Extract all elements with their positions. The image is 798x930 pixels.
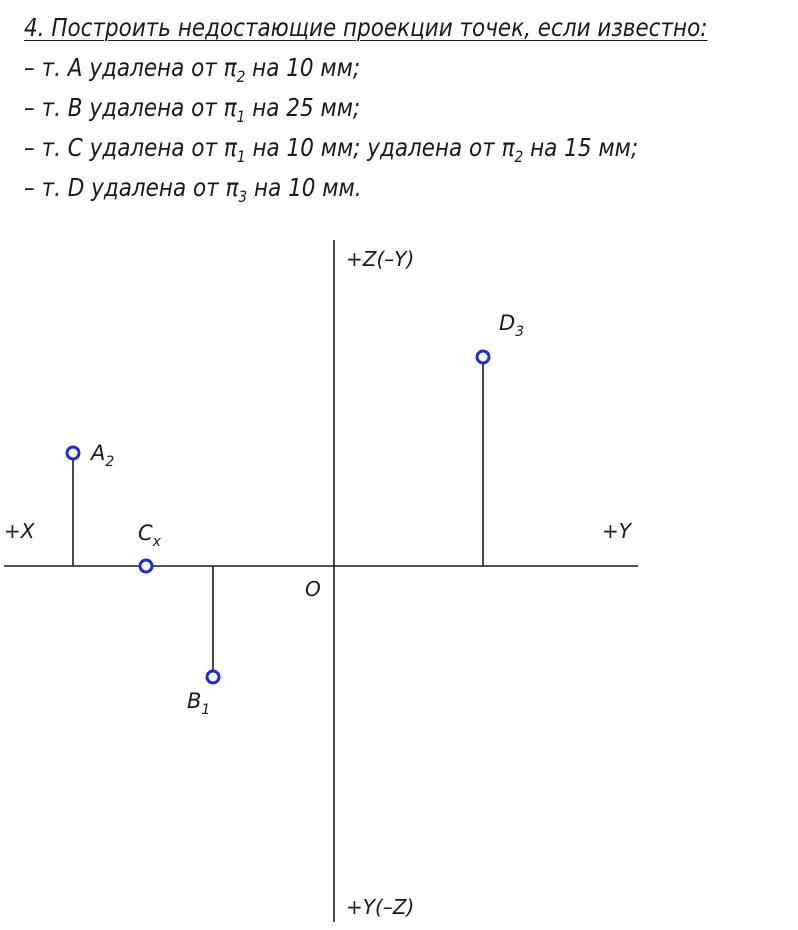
point-b1 <box>207 671 219 683</box>
origin-label: O <box>305 577 321 601</box>
label-d3: $D_3$ <box>499 311 525 340</box>
x-axis-label: +X <box>4 519 35 543</box>
task-condition-b: – т. B удалена от $\pi_1$ на 25 мм; <box>24 93 361 126</box>
task-condition-a: – т. A удалена от $\pi_2$ на 10 мм; <box>24 53 361 86</box>
task-heading: 4. Построить недостающие проекции точек, если известно: <box>24 13 708 42</box>
y-axis-bottom-label: +Y(–Z) <box>346 895 415 919</box>
point-d3 <box>477 351 489 363</box>
label-cx: $C_x$ <box>138 521 161 550</box>
label-a2: $A_2$ <box>91 441 115 470</box>
task-condition-c: – т. C удалена от $\pi_1$ на 10 мм; удалена от $\pi_2$ на 15 мм; <box>24 133 639 166</box>
z-axis-top-label: +Z(–Y) <box>346 247 415 271</box>
label-b1: $B_1$ <box>187 689 211 718</box>
point-a2 <box>67 447 79 459</box>
point-cx <box>140 560 152 572</box>
task-condition-d: – т. D удалена от $\pi_3$ на 10 мм. <box>24 173 362 206</box>
y-axis-right-label: +Y <box>602 519 631 543</box>
